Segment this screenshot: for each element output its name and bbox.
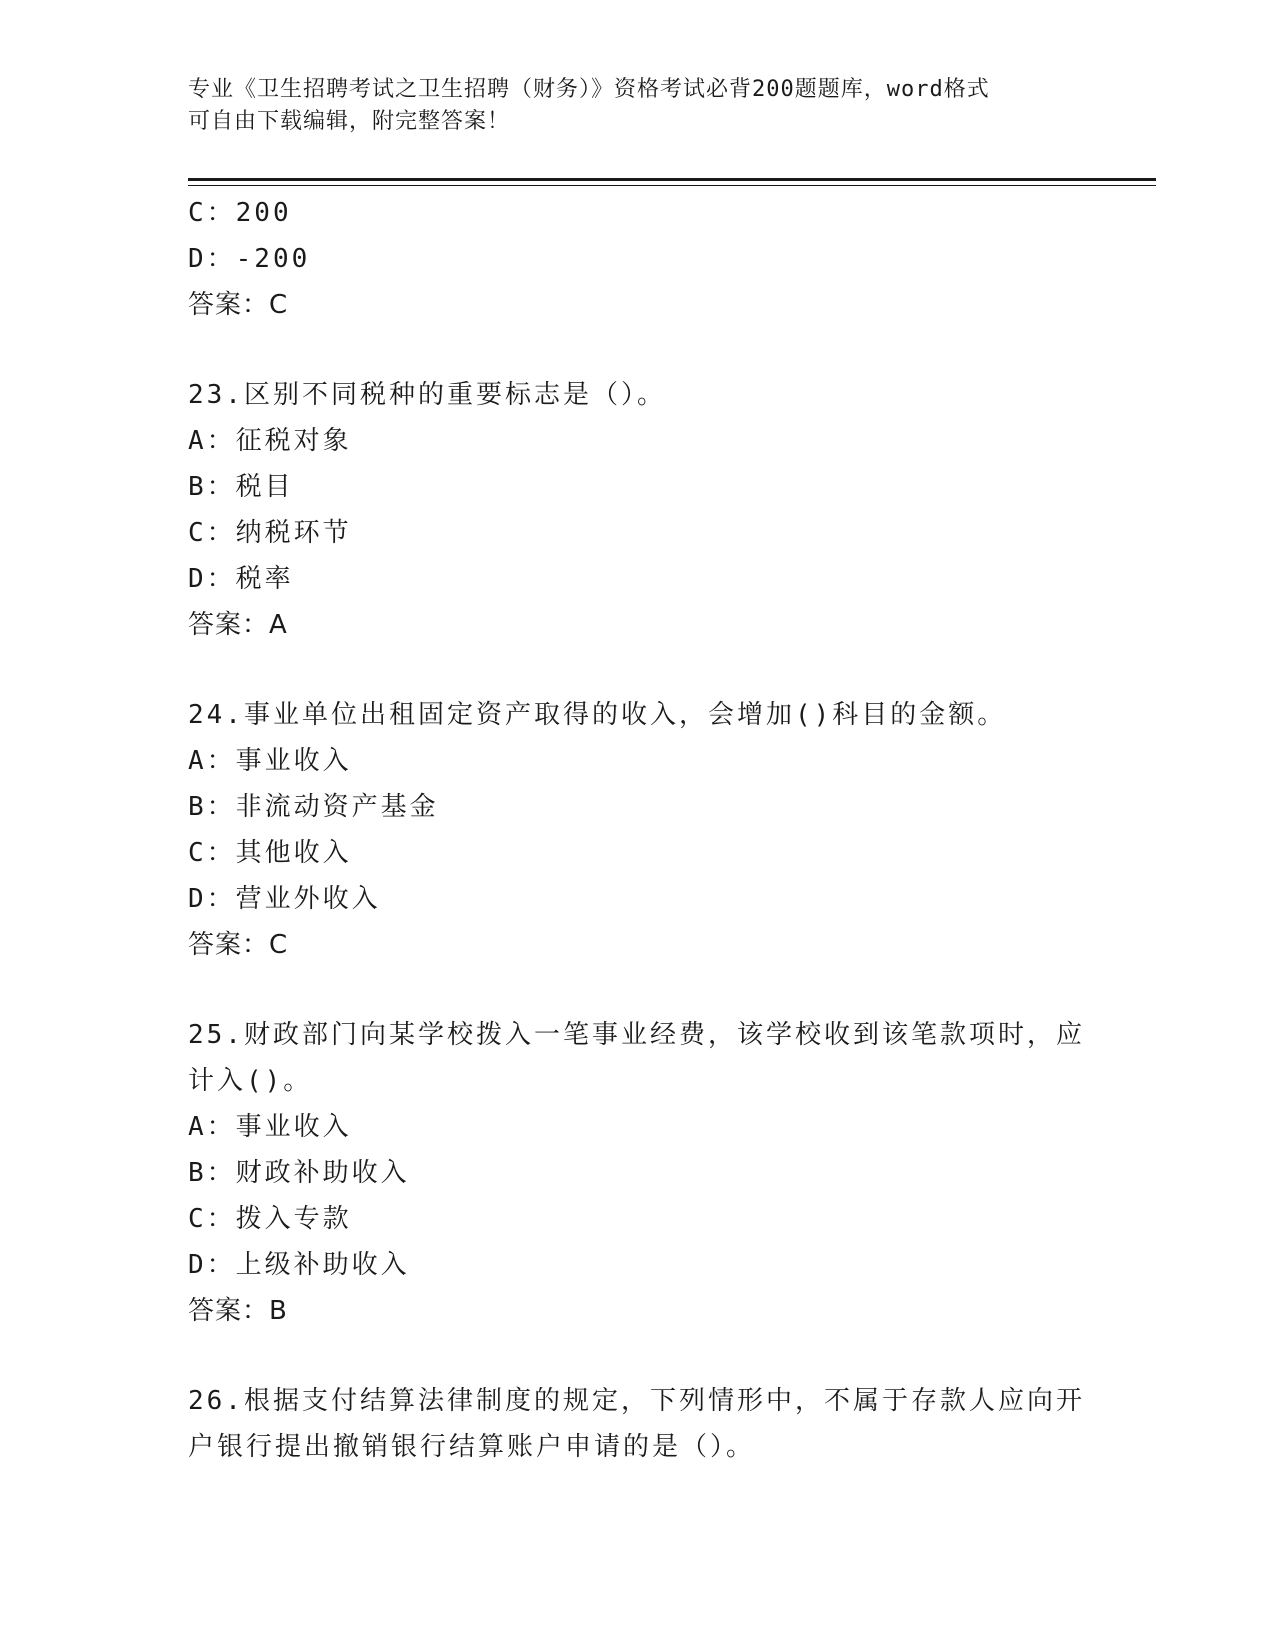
question-text: 26.根据支付结算法律制度的规定，下列情形中，不属于存款人应向开户银行提出撤销银行结算账户申请的是（）。	[188, 1386, 1085, 1462]
option-b: B：非流动资产基金	[188, 792, 439, 822]
question-block-25	[188, 1012, 1088, 1334]
option-c: C：纳税环节	[188, 518, 352, 548]
header-rule-thin	[188, 185, 1156, 186]
document-header	[188, 74, 1088, 138]
spacer	[188, 1334, 1088, 1378]
answer-line: 答案：C	[188, 930, 289, 960]
question-text: 24.事业单位出租固定资产取得的收入，会增加()科目的金额。	[188, 700, 1007, 730]
option-b: B：财政补助收入	[188, 1158, 410, 1188]
spacer	[188, 328, 1088, 372]
header-line-1: 专业《卫生招聘考试之卫生招聘（财务）》资格考试必背200题题库，word格式	[188, 77, 990, 102]
option-d: D：营业外收入	[188, 884, 381, 914]
header-rule-thick	[188, 178, 1156, 181]
question-text: 25.财政部门向某学校拨入一笔事业经费，该学校收到该笔款项时，应计入()。	[188, 1020, 1085, 1096]
option-a: A：征税对象	[188, 426, 352, 456]
question-block-22	[188, 190, 1088, 328]
answer-line: 答案：B	[188, 1296, 288, 1326]
spacer	[188, 968, 1088, 1012]
option-c: C：拨入专款	[188, 1204, 352, 1234]
option-d: D：税率	[188, 564, 294, 594]
option-a: A：事业收入	[188, 1112, 352, 1142]
question-block-26	[188, 1378, 1088, 1470]
answer-line: 答案：C	[188, 290, 289, 320]
question-list	[188, 190, 1088, 1470]
header-line-2: 可自由下载编辑，附完整答案！	[188, 109, 511, 134]
answer-line: 答案：A	[188, 610, 288, 640]
option-a: A：事业收入	[188, 746, 352, 776]
question-text: 23.区别不同税种的重要标志是（）。	[188, 380, 666, 410]
spacer	[188, 648, 1088, 692]
option-d: D：-200	[188, 244, 311, 274]
option-b: B：税目	[188, 472, 294, 502]
option-d: D：上级补助收入	[188, 1250, 410, 1280]
option-c: C：200	[188, 198, 292, 228]
question-block-23	[188, 372, 1088, 648]
question-block-24	[188, 692, 1088, 968]
option-c: C：其他收入	[188, 838, 352, 868]
